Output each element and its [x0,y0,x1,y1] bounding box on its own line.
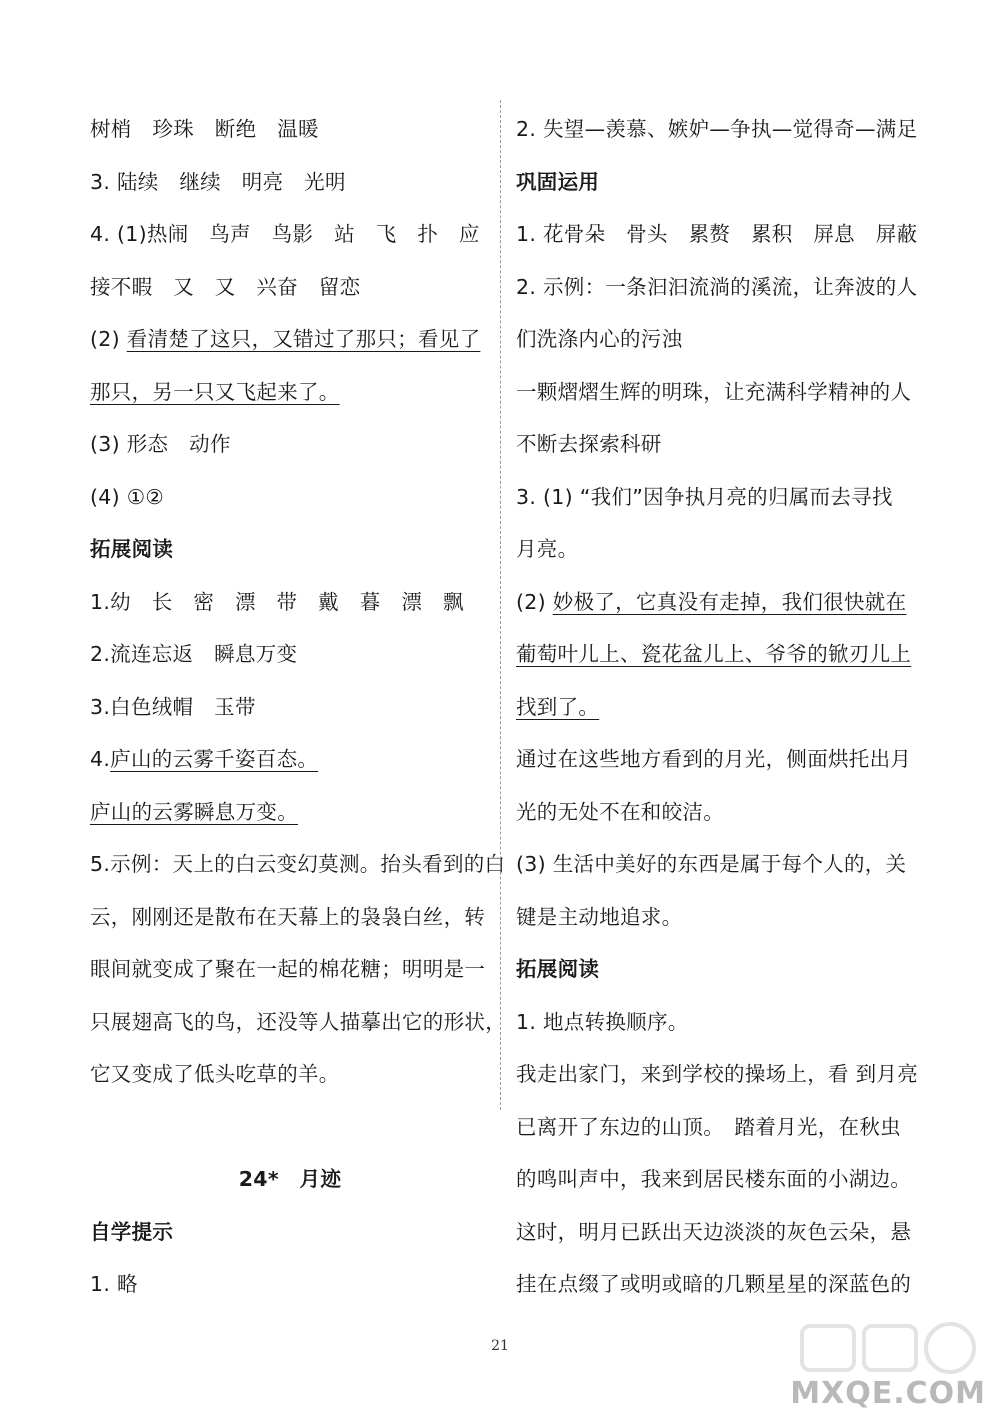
right-line: 通过在这些地方看到的月光，侧面烘托出月 [516,747,912,771]
right-line [516,633,916,686]
left-line [90,1106,490,1159]
left-section-heading: 自学提示 [90,1219,174,1244]
right-line: 1. 花骨朵 骨头 累赘 累积 屏息 屏蔽 [516,222,918,246]
right-line: 的鸣叫声中，我来到居民楼东面的小湖边。 [516,1167,912,1191]
right-line: 月亮。 [516,537,579,561]
left-line: 3.白色绒帽 玉带 [90,694,256,719]
left-line: 4. (1)热闹 鸟声 鸟影 站 飞 扑 应 [90,222,480,246]
left-line: 1. 略 [90,1272,138,1296]
left-line: 2.流连忘返 瞬息万变 [90,642,298,666]
right-line: 键是主动地追求。 [516,904,683,929]
right-line: 挂在点缀了或明或暗的几颗星星的深蓝色的 [516,1272,912,1296]
right-line: 不断去探索科研 [516,432,662,456]
right-line: 3. (1) “我们”因争执月亮的归属而去寻找 [516,484,893,509]
left-line: 树梢 珍珠 断绝 温暖 [90,117,319,141]
right-line: 2. 失望—羡慕、嫉妒—争执—觉得奇—满足 [516,117,918,141]
right-line: 2. 示例：一条汩汩流淌的溪流，让奔波的人 [516,274,918,299]
right-section-heading: 拓展阅读 [516,957,600,981]
right-line: 1. 地点转换顺序。 [516,1009,689,1034]
right-line [516,686,916,739]
underlined-answer: 那只，另一只又飞起来了。 [90,379,340,404]
page-number: 21 [491,1338,509,1354]
left-line: 它又变成了低头吃草的羊。 [90,1062,340,1086]
left-line: 3. 陆续 继续 明亮 光明 [90,169,346,194]
column-divider [500,100,501,1110]
left-line: (4) ①② [90,484,165,509]
right-line: (3) 生活中美好的东西是属于每个人的，关 [516,852,907,876]
right-line: 我走出家门，来到学校的操场上，看 到月亮 [516,1062,919,1086]
left-line: 只展翅高飞的鸟，还没等人描摹出它的形状， [90,1009,506,1034]
right-section-heading: 巩固运用 [516,169,600,194]
left-line [90,738,490,791]
left-section-heading: 拓展阅读 [90,537,174,561]
underlined-answer: 庐山的云雾瞬息万变。 [90,799,298,824]
left-line: 眼间就变成了聚在一起的棉花糖；明明是一 [90,957,486,981]
underlined-answer: 找到了。 [516,694,600,719]
right-line: 已离开了东边的山顶。 踏着月光，在秋虫 [516,1114,901,1139]
watermark-domain: MXQE.COM [790,1376,986,1411]
answer-label: (2) [516,589,553,614]
left-line [90,318,490,371]
left-section-heading: 24* 月迹 [238,1167,342,1191]
underlined-answer: 庐山的云雾千姿百态。 [110,747,319,771]
right-column [516,108,919,1316]
left-line: (3) 形态 动作 [90,432,231,456]
underlined-answer: 看清楚了这只，又错过了那只；看见了 [126,327,481,351]
underlined-answer: 葡萄叶儿上、瓷花盆儿上、爷爷的锨刃儿上 [516,642,912,666]
right-line [516,581,916,634]
left-line [90,791,490,844]
answer-label: 4. [90,747,111,771]
answer-label: (2) [90,327,127,351]
right-line: 们洗涤内心的污浊 [516,327,683,351]
right-line: 这时，明月已跃出天边淡淡的灰色云朵，悬 [516,1219,912,1244]
underlined-answer: 妙极了，它真没有走掉，我们很快就在 [552,589,907,614]
left-line: 1.幼 长 密 漂 带 戴 暮 漂 飘 [90,589,464,614]
left-line: 云，刚刚还是散布在天幕上的袅袅白丝，转 [90,904,486,929]
right-line: 光的无处不在和皎洁。 [516,799,724,824]
left-line: 5.示例：天上的白云变幻莫测。抬头看到的白 [90,852,506,876]
left-line [90,371,490,424]
left-line: 接不暇 又 又 兴奋 留恋 [90,274,361,299]
right-line: 一颗熠熠生辉的明珠，让充满科学精神的人 [516,379,912,404]
left-column [90,108,506,1316]
